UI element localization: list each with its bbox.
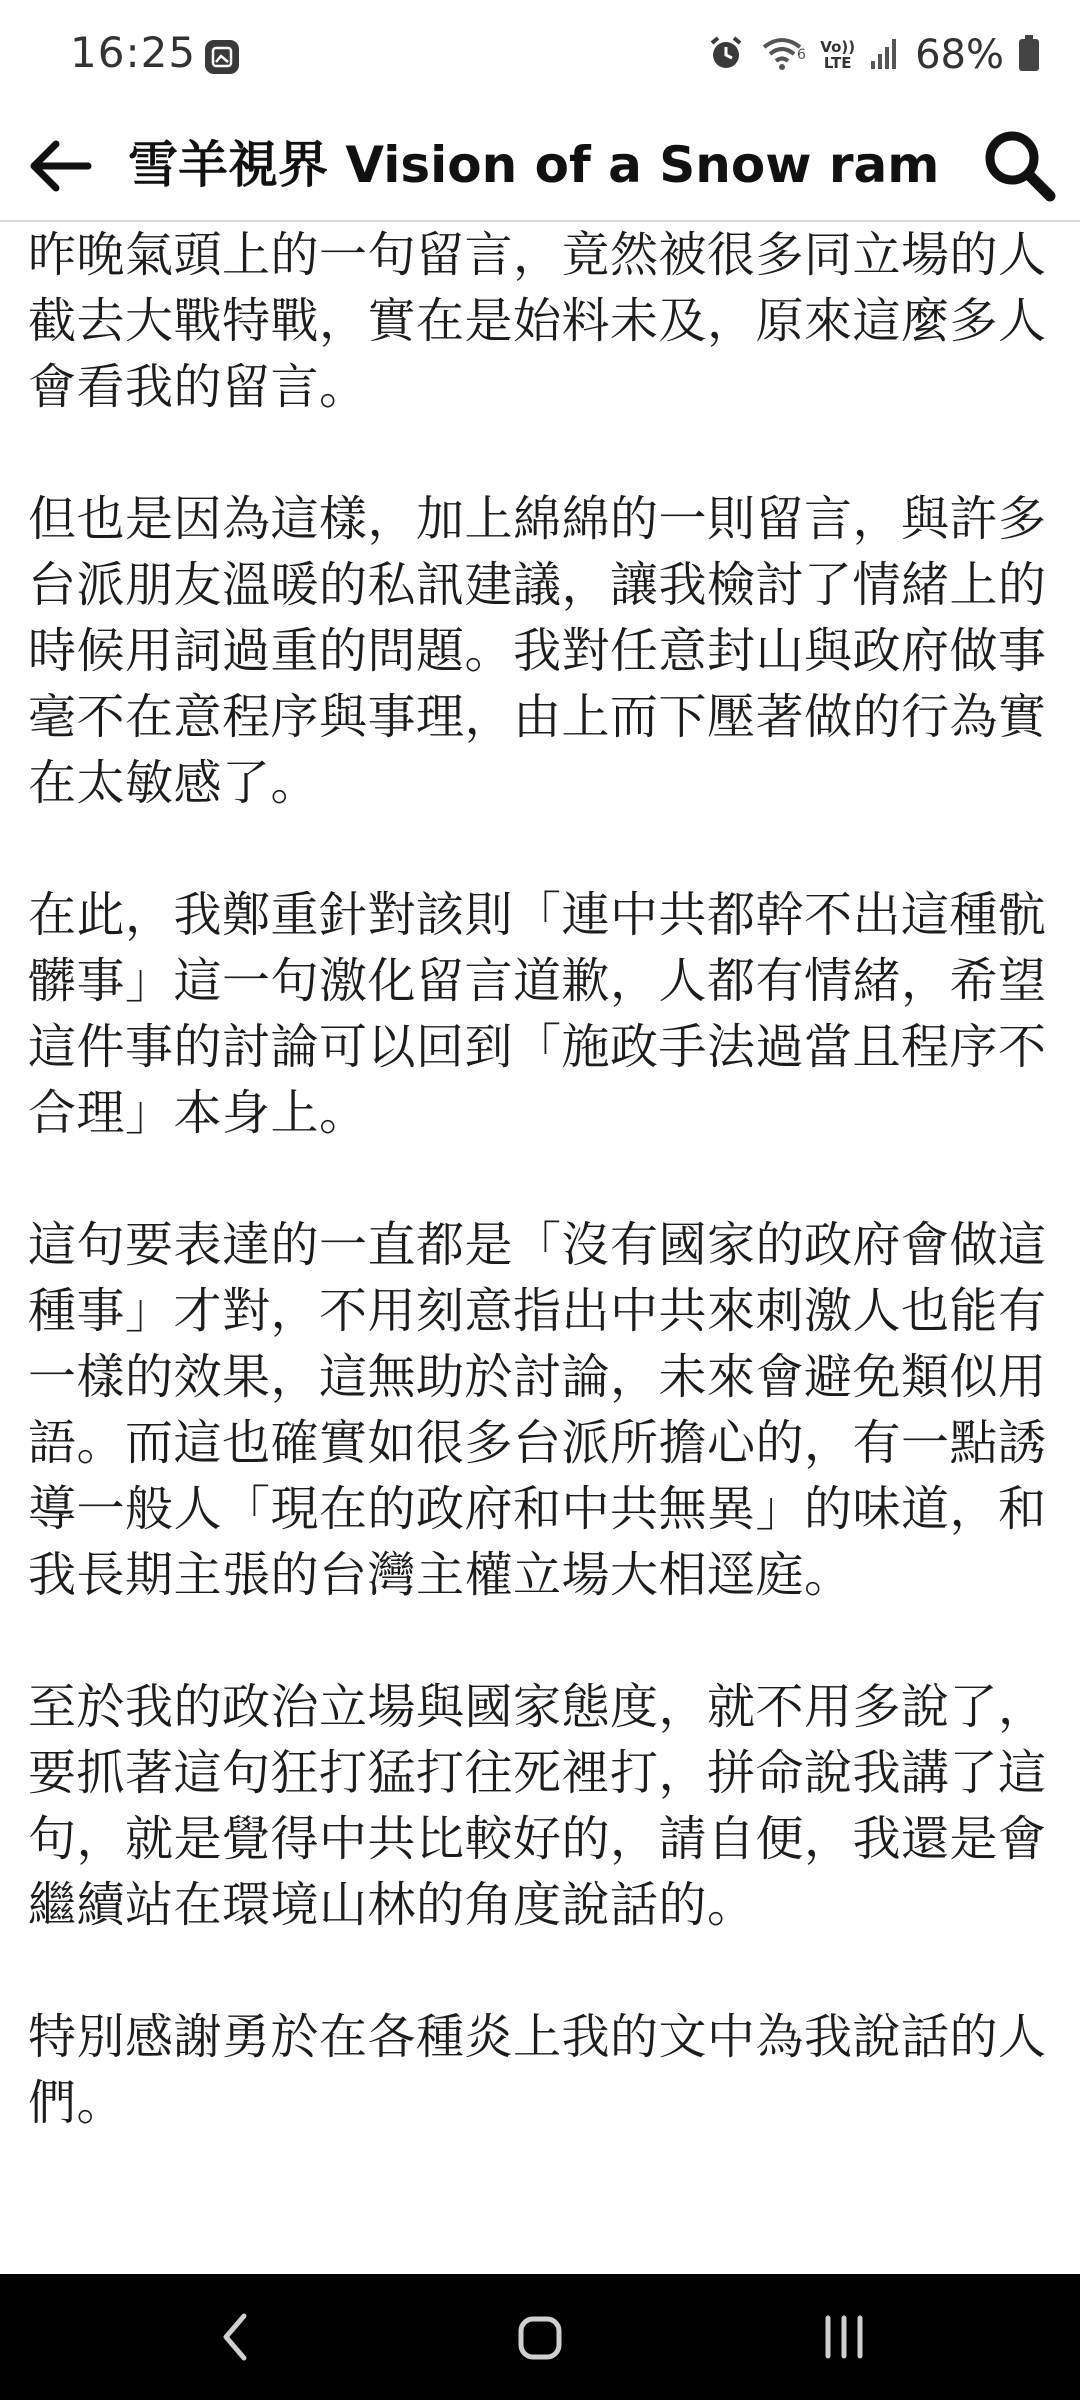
alarm-icon [706, 33, 746, 77]
post-body [28, 222, 1058, 2270]
home-nav-icon [500, 2302, 580, 2372]
nav-home-button[interactable] [500, 2302, 580, 2372]
nav-recents-button[interactable] [804, 2302, 884, 2372]
svg-text:6: 6 [797, 47, 807, 63]
post-paragraph: 但也是因為這樣，加上綿綿的一則留言，與許多台派朋友溫暖的私訊建議，讓我檢討了情緒上的時候用詞過重的問題。我對任意封山與政府做事毫不在意程序與事理，由上而下壓著做的行為實在太敏感了。 [28, 491, 1047, 811]
status-icons [706, 30, 1040, 80]
signal-icon [869, 35, 901, 75]
post-paragraph: 這句要表達的一直都是「沒有國家的政府會做這種事」才對，不用刻意指出中共來刺激人也能有一樣的效果，這無助於討論，未來會避免類似用語。而這也確實如很多台派所擔心的，有一點誘導一般人「現在的政府和中共無異」的味道，和我長期主張的台灣主權立場大相逕庭。 [28, 1217, 1047, 1603]
post-paragraph: 至於我的政治立場與國家態度，就不用多說了，要抓著這句狂打猛打往死裡打，拼命說我講了這句，就是覺得中共比較好的，請自便，我還是會繼續站在環境山林的角度說話的。 [28, 1679, 1047, 1933]
page-title: 雪羊視界 Vision of a Snow ram [128, 136, 940, 194]
status-bar [0, 0, 1080, 110]
wifi-6-icon [760, 33, 806, 77]
battery-icon [1018, 34, 1040, 76]
search-icon [976, 122, 1060, 206]
volte-icon [820, 39, 855, 71]
post-paragraph: 昨晚氣頭上的一句留言，竟然被很多同立場的人截去大戰特戰，實在是始料未及，原來這麼多人會看我的留言。 [28, 227, 1047, 415]
back-button[interactable] [22, 128, 98, 204]
back-nav-icon [196, 2302, 276, 2372]
volte-label: Vo)) [820, 38, 856, 56]
search-button[interactable] [976, 122, 1060, 206]
navigation-bar [0, 2274, 1080, 2400]
arrow-left-icon [22, 128, 98, 204]
app-header [0, 110, 1080, 222]
photo-notification-icon [205, 40, 239, 74]
recents-nav-icon [804, 2302, 884, 2372]
post-paragraph: 在此，我鄭重針對該則「連中共都幹不出這種骯髒事」這一句激化留言道歉，人都有情緒，希望這件事的討論可以回到「施政手法過當且程序不合理」本身上。 [28, 887, 1047, 1141]
battery-percentage: 68% [915, 32, 1004, 78]
post-paragraph: 特別感謝勇於在各種炎上我的文中為我說話的人們。 [28, 2009, 1047, 2131]
status-time: 16:25 [70, 28, 197, 77]
lte-label: LTE [823, 54, 852, 72]
nav-back-button[interactable] [196, 2302, 276, 2372]
